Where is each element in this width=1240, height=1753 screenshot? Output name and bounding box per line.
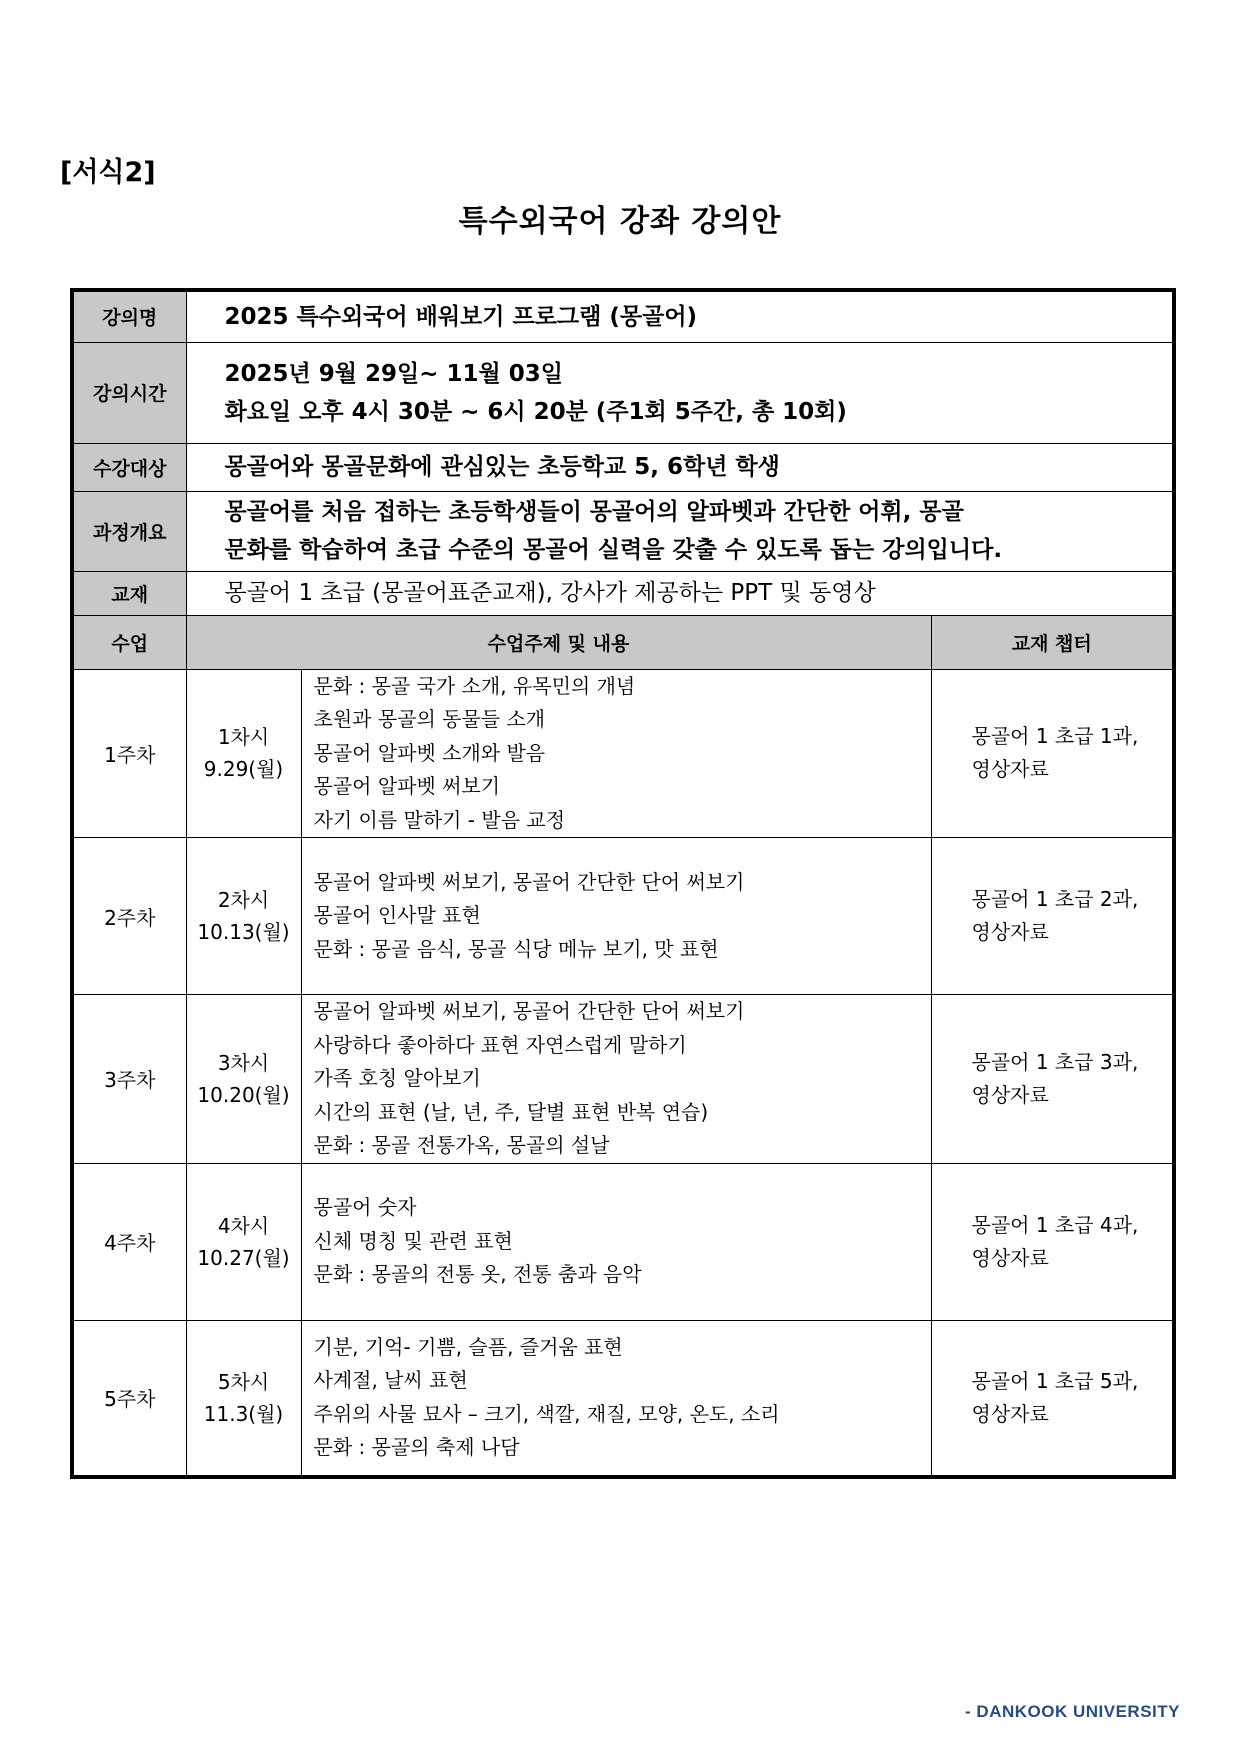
overview-line: 몽골어를 처음 접하는 초등학생들이 몽골어의 알파벳과 간단한 어휘, 몽골 bbox=[224, 499, 964, 525]
session-cell bbox=[186, 1163, 301, 1320]
session-cell bbox=[186, 669, 301, 838]
course-period: 2025년 9월 29일~ 11월 03일 bbox=[224, 360, 563, 387]
chapter-cell bbox=[931, 995, 1174, 1164]
session-date: 10.27(월) bbox=[197, 1245, 290, 1270]
topic-item: 몽골어 인사말 표현 bbox=[313, 903, 481, 928]
session-date: 11.3(월) bbox=[203, 1401, 284, 1426]
topic-item: 문화 : 몽골 전통가옥, 몽골의 설날 bbox=[313, 1133, 610, 1157]
overview-value bbox=[186, 491, 1174, 571]
week-row bbox=[72, 995, 1174, 1164]
topic-item: 문화 : 몽골의 축제 나담 bbox=[313, 1435, 520, 1460]
topic-list bbox=[301, 669, 931, 838]
chapter-material: 영상자료 bbox=[971, 1401, 1049, 1426]
textbook-row bbox=[72, 571, 1174, 615]
chapter-material: 영상자료 bbox=[971, 757, 1049, 782]
week-label: 4주차 bbox=[72, 1163, 186, 1320]
lecture-plan-table bbox=[70, 288, 1176, 1479]
chapter-material: 영상자료 bbox=[971, 1245, 1049, 1270]
week-label: 5주차 bbox=[72, 1320, 186, 1477]
topic-item: 자기 이름 말하기 - 발음 교정 bbox=[313, 807, 566, 832]
session-date: 10.13(월) bbox=[197, 920, 290, 944]
topic-item: 사계절, 날씨 표현 bbox=[313, 1368, 468, 1393]
document-title: 특수외국어 강좌 강의안 bbox=[458, 204, 782, 239]
chapter-text: 몽골어 1 초급 4과, bbox=[971, 1212, 1139, 1237]
session-cell bbox=[186, 838, 301, 995]
topic-item: 신체 명칭 및 관련 표현 bbox=[313, 1228, 513, 1253]
overview-row bbox=[72, 491, 1174, 571]
chapter-material: 영상자료 bbox=[971, 1082, 1049, 1107]
session-number: 5차시 bbox=[217, 1369, 270, 1394]
chapter-text: 몽골어 1 초급 1과, bbox=[971, 724, 1139, 749]
course-time-label: 강의시간 bbox=[72, 342, 186, 443]
target-value: 몽골어와 몽골문화에 관심있는 초등학교 5, 6학년 학생 bbox=[186, 443, 1174, 491]
chapter-material: 영상자료 bbox=[971, 920, 1049, 944]
session-cell bbox=[186, 995, 301, 1164]
topic-item: 가족 호칭 알아보기 bbox=[313, 1066, 481, 1090]
topic-header: 수업주제 및 내용 bbox=[186, 615, 931, 669]
textbook-value: 몽골어 1 초급 (몽골어표준교재), 강사가 제공하는 PPT 및 동영상 bbox=[186, 571, 1174, 615]
week-label: 2주차 bbox=[72, 838, 186, 995]
week-label: 1주차 bbox=[72, 669, 186, 838]
course-time-value bbox=[186, 342, 1174, 443]
week-row bbox=[72, 1320, 1174, 1477]
chapter-cell bbox=[931, 1320, 1174, 1477]
class-header: 수업 bbox=[72, 615, 186, 669]
chapter-text: 몽골어 1 초급 5과, bbox=[971, 1368, 1139, 1393]
week-row bbox=[72, 1163, 1174, 1320]
topic-item: 몽골어 알파벳 써보기, 몽골어 간단한 단어 써보기 bbox=[313, 869, 745, 894]
course-weekly-time: 화요일 오후 4시 30분 ~ 6시 20분 (주1회 5주간, 총 10회) bbox=[224, 398, 847, 425]
course-name-row bbox=[72, 290, 1174, 342]
textbook-label: 교재 bbox=[72, 571, 186, 615]
topic-item: 몽골어 알파벳 써보기, 몽골어 간단한 단어 써보기 bbox=[313, 999, 745, 1023]
topic-item: 몽골어 알파벳 소개와 발음 bbox=[313, 740, 546, 765]
topic-item: 초원과 몽골의 동물들 소개 bbox=[313, 707, 546, 731]
topic-list bbox=[301, 1163, 931, 1320]
session-cell bbox=[186, 1320, 301, 1477]
session-number: 3차시 bbox=[217, 1050, 270, 1075]
course-time-row bbox=[72, 342, 1174, 443]
overview-label: 과정개요 bbox=[72, 491, 186, 571]
week-label: 3주차 bbox=[72, 995, 186, 1164]
session-date: 10.20(월) bbox=[197, 1082, 290, 1107]
session-date: 9.29(월) bbox=[203, 757, 284, 782]
topic-item: 몽골어 숫자 bbox=[313, 1195, 417, 1220]
topic-item: 문화 : 몽골의 전통 옷, 전통 춤과 음악 bbox=[313, 1262, 642, 1287]
overview-line: 문화를 학습하여 초급 수준의 몽골어 실력을 갖출 수 있도록 돕는 강의입니다. bbox=[224, 537, 1003, 563]
university-footer: - DANKOOK UNIVERSITY bbox=[965, 1702, 1180, 1721]
schedule-header-row bbox=[72, 615, 1174, 669]
topic-list bbox=[301, 1320, 931, 1477]
form-number: [서식2] bbox=[60, 157, 156, 188]
topic-item: 주위의 사물 묘사 – 크기, 색깔, 재질, 모양, 온도, 소리 bbox=[313, 1401, 780, 1426]
topic-item: 시간의 표현 (날, 년, 주, 달별 표현 반복 연습) bbox=[313, 1099, 709, 1124]
chapter-header: 교재 챕터 bbox=[931, 615, 1174, 669]
chapter-text: 몽골어 1 초급 2과, bbox=[971, 887, 1139, 911]
chapter-text: 몽골어 1 초급 3과, bbox=[971, 1049, 1139, 1074]
topic-list bbox=[301, 995, 931, 1164]
chapter-cell bbox=[931, 838, 1174, 995]
week-row bbox=[72, 838, 1174, 995]
session-number: 4차시 bbox=[217, 1213, 270, 1238]
session-number: 2차시 bbox=[217, 888, 270, 912]
chapter-cell bbox=[931, 1163, 1174, 1320]
topic-item: 문화 : 몽골 국가 소개, 유목민의 개념 bbox=[313, 673, 636, 698]
course-name-label: 강의명 bbox=[72, 290, 186, 342]
chapter-cell bbox=[931, 669, 1174, 838]
topic-list bbox=[301, 838, 931, 995]
topic-item: 사랑하다 좋아하다 표현 자연스럽게 말하기 bbox=[313, 1032, 687, 1057]
target-label: 수강대상 bbox=[72, 443, 186, 491]
week-row bbox=[72, 669, 1174, 838]
topic-item: 기분, 기억- 기쁨, 슬픔, 즐거움 표현 bbox=[313, 1334, 623, 1359]
session-number: 1차시 bbox=[217, 725, 270, 750]
target-row bbox=[72, 443, 1174, 491]
topic-item: 문화 : 몽골 음식, 몽골 식당 메뉴 보기, 맛 표현 bbox=[313, 936, 719, 961]
course-name-value: 2025 특수외국어 배워보기 프로그램 (몽골어) bbox=[186, 290, 1174, 342]
topic-item: 몽골어 알파벳 써보기 bbox=[313, 774, 501, 798]
